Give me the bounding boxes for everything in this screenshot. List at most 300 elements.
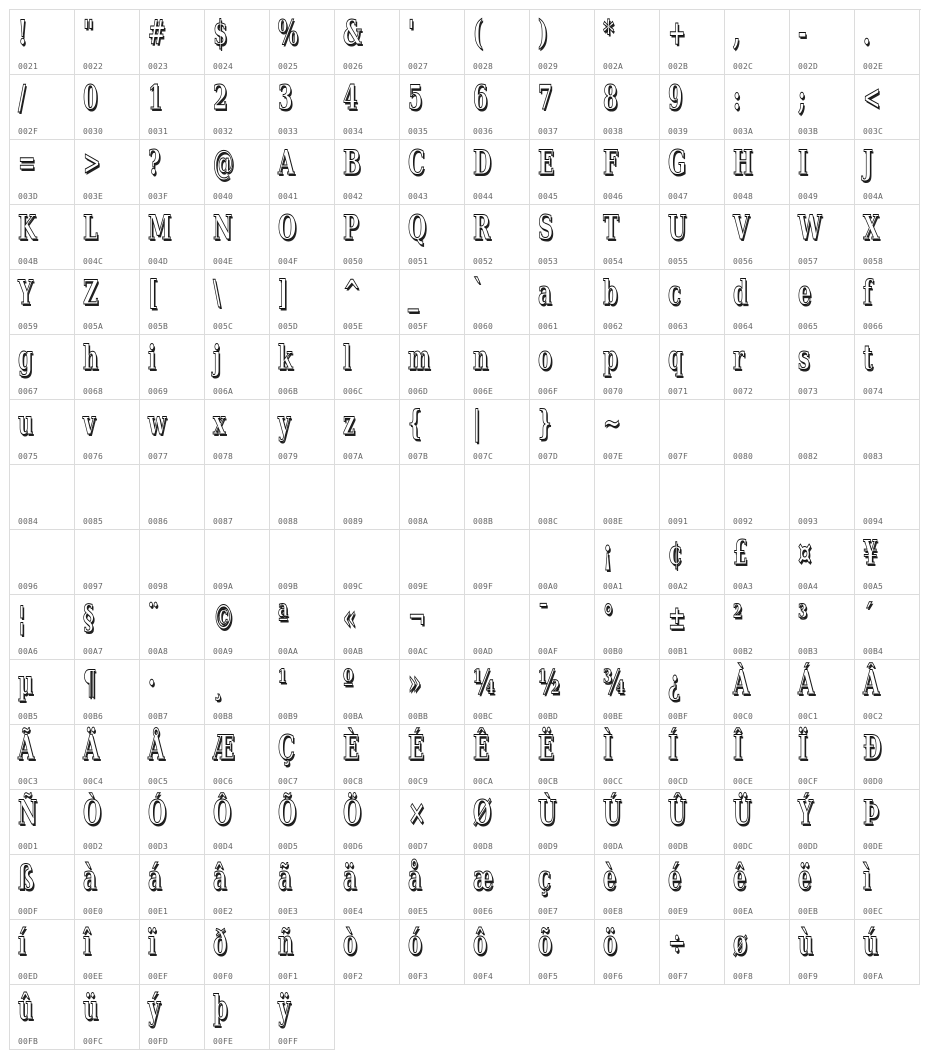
glyph-code: 00D7 [408,842,429,851]
glyph-sample: Ú [603,793,622,833]
glyph-code: 002C [733,62,754,71]
glyph-code: 004C [83,257,104,266]
glyph-cell [270,140,335,205]
glyph-code: 0044 [473,192,494,201]
glyph-cell [595,530,660,595]
glyph-sample: - [798,13,807,53]
glyph-sample: å [408,858,422,898]
glyph-code: 0054 [603,257,624,266]
glyph-sample: 3 [278,78,293,118]
glyph-code: 004E [213,257,234,266]
glyph-sample: Ó [148,793,167,833]
glyph-code: 00D6 [343,842,364,851]
glyph-code: 00FB [18,1037,39,1046]
glyph-sample: a [538,273,552,313]
glyph-cell [530,270,595,335]
glyph-cell [595,855,660,920]
glyph-code: 00CE [733,777,754,786]
glyph-sample: ÿ [278,988,291,1028]
glyph-sample: f [863,273,873,313]
glyph-code: 00E7 [538,907,559,916]
glyph-sample: O [278,208,297,248]
glyph-cell [595,140,660,205]
glyph-code: 005D [278,322,299,331]
glyph-cell [660,855,725,920]
glyph-sample: 5 [408,78,423,118]
glyph-cell [855,920,920,985]
glyph-cell [335,10,400,75]
glyph-cell [660,530,725,595]
glyph-code: 007C [473,452,494,461]
glyph-code: 005C [213,322,234,331]
glyph-code: 00C3 [18,777,39,786]
glyph-cell [270,920,335,985]
glyph-cell [595,595,660,660]
glyph-code: 009A [213,582,234,591]
glyph-code: 00BF [668,712,689,721]
glyph-code: 00F9 [798,972,819,981]
glyph-cell [75,335,140,400]
glyph-sample: Y [18,273,34,313]
glyph-sample: ù [798,923,814,963]
glyph-code: 00EE [83,972,104,981]
glyph-code: 0025 [278,62,299,71]
glyph-cell [660,660,725,725]
glyph-code: 0062 [603,322,624,331]
glyph-code: 00CB [538,777,559,786]
glyph-code: 00EB [798,907,819,916]
glyph-sample: Ï [798,728,808,768]
glyph-code: 00EF [148,972,169,981]
glyph-code: 00B9 [278,712,299,721]
glyph-cell [205,400,270,465]
glyph-cell [465,75,530,140]
glyph-cell [595,10,660,75]
glyph-sample: Ò [83,793,102,833]
glyph-cell [270,75,335,140]
glyph-cell [530,400,595,465]
glyph-code: 0022 [83,62,104,71]
glyph-cell [270,985,335,1050]
glyph-sample: µ [18,663,34,703]
glyph-cell [790,205,855,270]
glyph-cell [595,725,660,790]
glyph-code: 00F1 [278,972,299,981]
glyph-sample: Ä [83,728,100,768]
glyph-code: 00B6 [83,712,104,721]
glyph-cell [530,205,595,270]
glyph-sample: ~ [603,403,621,443]
glyph-code: 00E9 [668,907,689,916]
glyph-code: 0038 [603,127,624,136]
glyph-code: 0084 [18,517,39,526]
glyph-code: 00D3 [148,842,169,851]
glyph-sample: ý [148,988,161,1028]
glyph-sample: ó [408,923,423,963]
glyph-code: 00F5 [538,972,559,981]
glyph-cell [855,855,920,920]
glyph-sample: ( [473,13,483,53]
glyph-code: 004F [278,257,299,266]
glyph-code: 007A [343,452,364,461]
glyph-cell [595,75,660,140]
glyph-sample: º [343,663,354,703]
glyph-cell [10,335,75,400]
glyph-sample: ß [18,858,35,898]
glyph-code: 0085 [83,517,104,526]
glyph-code: 0074 [863,387,884,396]
glyph-sample: ü [83,988,99,1028]
glyph-code: 0059 [18,322,39,331]
glyph-code: 00F6 [603,972,624,981]
glyph-cell [270,855,335,920]
glyph-cell [465,10,530,75]
glyph-sample: À [733,663,750,703]
glyph-cell [660,270,725,335]
glyph-sample: á [148,858,162,898]
glyph-code: 00B2 [733,647,754,656]
glyph-code: 00A5 [863,582,884,591]
glyph-cell [465,595,530,660]
glyph-sample: 4 [343,78,358,118]
glyph-cell [335,530,400,595]
glyph-code: 007B [408,452,429,461]
glyph-code: 00A4 [798,582,819,591]
glyph-sample: * [603,13,615,53]
glyph-sample: Ù [538,793,557,833]
glyph-cell [335,270,400,335]
glyph-sample: 9 [668,78,683,118]
glyph-sample: S [538,208,554,248]
glyph-cell [75,10,140,75]
glyph-code: 00CD [668,777,689,786]
glyph-cell [790,465,855,530]
glyph-code: 0064 [733,322,754,331]
glyph-cell [335,75,400,140]
glyph-code: 00C0 [733,712,754,721]
glyph-cell [140,465,205,530]
glyph-cell [400,855,465,920]
glyph-code: 0076 [83,452,104,461]
glyph-sample: ê [733,858,747,898]
glyph-code: 00CC [603,777,624,786]
glyph-cell [270,725,335,790]
glyph-sample: : [733,78,741,118]
glyph-sample: ¶ [83,663,97,703]
glyph-cell [790,595,855,660]
glyph-sample: h [83,338,99,378]
glyph-cell [10,725,75,790]
glyph-cell [790,530,855,595]
glyph-cell [465,725,530,790]
glyph-code: 00CA [473,777,494,786]
glyph-cell [855,660,920,725]
glyph-cell [335,140,400,205]
glyph-code: 00A9 [213,647,234,656]
glyph-sample: ì [863,858,872,898]
glyph-cell [335,855,400,920]
glyph-code: 00C1 [798,712,819,721]
glyph-sample: Ê [473,728,490,768]
glyph-sample: / [18,78,26,118]
glyph-cell [10,660,75,725]
glyph-sample: M [148,208,172,248]
glyph-code: 006F [538,387,559,396]
glyph-cell [400,270,465,335]
glyph-cell [465,920,530,985]
glyph-cell [725,10,790,75]
glyph-sample: P [343,208,359,248]
glyph-sample: > [83,143,101,183]
glyph-code: 00D2 [83,842,104,851]
glyph-sample: Ç [278,728,295,768]
glyph-cell [75,985,140,1050]
glyph-sample: ø [733,923,748,963]
glyph-sample: G [668,143,687,183]
glyph-sample: ¨ [148,598,159,638]
glyph-code: 0035 [408,127,429,136]
glyph-code: 009B [278,582,299,591]
glyph-code: 007E [603,452,624,461]
glyph-cell [10,920,75,985]
glyph-sample: D [473,143,492,183]
glyph-code: 0039 [668,127,689,136]
glyph-cell [75,595,140,660]
glyph-sample: l [343,338,352,378]
glyph-code: 0069 [148,387,169,396]
glyph-sample: } [538,403,552,443]
glyph-cell [10,595,75,660]
glyph-sample: ¯ [538,598,549,638]
glyph-cell [855,530,920,595]
glyph-cell [140,335,205,400]
glyph-cell [660,140,725,205]
glyph-sample: Î [733,728,743,768]
glyph-sample: 6 [473,78,488,118]
glyph-cell [855,790,920,855]
glyph-cell [400,465,465,530]
glyph-cell [400,335,465,400]
glyph-cell [400,400,465,465]
glyph-cell [595,660,660,725]
glyph-sample: Ã [18,728,35,768]
glyph-code: 006C [343,387,364,396]
glyph-code: 0042 [343,192,364,201]
glyph-code: 0026 [343,62,364,71]
glyph-cell [140,140,205,205]
glyph-sample: j [213,338,221,378]
glyph-code: 00B5 [18,712,39,721]
glyph-sample: | [473,403,481,443]
glyph-cell [270,595,335,660]
glyph-sample: d [733,273,748,313]
glyph-cell [790,725,855,790]
glyph-cell [465,205,530,270]
glyph-code: 003F [148,192,169,201]
glyph-code: 003D [18,192,39,201]
glyph-code: 0032 [213,127,234,136]
glyph-sample: ' [408,13,415,53]
glyph-sample: x [213,403,226,443]
glyph-cell [270,205,335,270]
glyph-sample: ä [343,858,357,898]
glyph-cell [725,725,790,790]
glyph-cell [75,140,140,205]
glyph-sample: U [668,208,687,248]
glyph-sample: £ [733,533,748,573]
glyph-code: 002A [603,62,624,71]
glyph-cell [400,725,465,790]
glyph-cell [400,205,465,270]
glyph-cell [465,465,530,530]
glyph-cell [270,790,335,855]
glyph-sample: m [408,338,431,378]
glyph-sample: , [733,13,741,53]
glyph-code: 0098 [148,582,169,591]
glyph-cell [530,10,595,75]
glyph-cell [75,270,140,335]
glyph-code: 00BD [538,712,559,721]
glyph-sample: Í [668,728,678,768]
glyph-sample: ] [278,273,288,313]
glyph-cell [140,920,205,985]
glyph-cell [595,920,660,985]
glyph-sample: ú [863,923,879,963]
glyph-code: 009F [473,582,494,591]
glyph-sample: z [343,403,355,443]
glyph-code: 009E [408,582,429,591]
glyph-sample: o [538,338,553,378]
glyph-sample: y [278,403,291,443]
glyph-cell [790,140,855,205]
glyph-code: 0089 [343,517,364,526]
glyph-code: 0096 [18,582,39,591]
glyph-code: 00EA [733,907,754,916]
glyph-code: 00B8 [213,712,234,721]
glyph-code: 00AD [473,647,494,656]
glyph-code: 00D5 [278,842,299,851]
glyph-cell [140,270,205,335]
glyph-code: 0046 [603,192,624,201]
glyph-cell [595,400,660,465]
glyph-cell [335,920,400,985]
glyph-sample: ¾ [603,663,625,703]
glyph-code: 0070 [603,387,624,396]
glyph-code: 00AA [278,647,299,656]
glyph-sample: % [278,13,299,53]
glyph-sample: E [538,143,555,183]
glyph-sample: ! [18,13,28,53]
glyph-sample: r [733,338,745,378]
glyph-code: 00FE [213,1037,234,1046]
glyph-sample: ¥ [863,533,878,573]
glyph-cell [75,530,140,595]
glyph-code: 00E6 [473,907,494,916]
glyph-cell [140,400,205,465]
glyph-code: 0053 [538,257,559,266]
glyph-cell [530,790,595,855]
glyph-sample: ÷ [668,923,686,963]
glyph-code: 0072 [733,387,754,396]
glyph-sample: \ [213,273,221,313]
glyph-cell [75,205,140,270]
glyph-code: 0040 [213,192,234,201]
glyph-cell [725,465,790,530]
glyph-cell [530,465,595,530]
glyph-sample: Ô [213,793,232,833]
glyph-grid [9,9,921,1050]
glyph-code: 0063 [668,322,689,331]
glyph-code: 0078 [213,452,234,461]
glyph-code: 002E [863,62,884,71]
glyph-sample: Û [668,793,687,833]
glyph-cell [790,660,855,725]
glyph-code: 0028 [473,62,494,71]
glyph-cell [10,205,75,270]
glyph-cell [530,75,595,140]
glyph-cell [400,530,465,595]
glyph-code: 00DB [668,842,689,851]
glyph-cell [270,270,335,335]
glyph-code: 00F3 [408,972,429,981]
glyph-code: 00C2 [863,712,884,721]
glyph-sample: · [148,663,156,703]
glyph-cell [10,75,75,140]
glyph-sample: ; [798,78,806,118]
glyph-code: 0055 [668,257,689,266]
glyph-cell [725,595,790,660]
glyph-code: 00F8 [733,972,754,981]
glyph-sample: ½ [538,663,560,703]
glyph-cell [790,790,855,855]
glyph-cell [595,790,660,855]
glyph-code: 0086 [148,517,169,526]
glyph-cell [270,530,335,595]
glyph-sample: Ë [538,728,555,768]
glyph-code: 00D1 [18,842,39,851]
glyph-code: 0027 [408,62,429,71]
glyph-sample: k [278,338,293,378]
glyph-sample: ñ [278,923,294,963]
glyph-code: 008B [473,517,494,526]
glyph-cell [725,920,790,985]
glyph-cell [10,985,75,1050]
glyph-sample: í [18,923,27,963]
glyph-cell [335,205,400,270]
glyph-code: 0073 [798,387,819,396]
glyph-sample: C [408,143,425,183]
glyph-code: 00DD [798,842,819,851]
glyph-code: 0093 [798,517,819,526]
glyph-sample: à [83,858,97,898]
glyph-cell [465,790,530,855]
glyph-cell [530,530,595,595]
glyph-code: 00E5 [408,907,429,916]
glyph-cell [725,530,790,595]
glyph-cell [270,465,335,530]
glyph-sample: _ [408,273,419,313]
glyph-cell [335,790,400,855]
glyph-code: 00F7 [668,972,689,981]
glyph-code: 00B3 [798,647,819,656]
glyph-code: 00A1 [603,582,624,591]
glyph-sample: ¬ [408,598,426,638]
glyph-cell [855,465,920,530]
glyph-sample: 1 [148,78,163,118]
glyph-cell [855,595,920,660]
glyph-cell [660,400,725,465]
glyph-code: 0068 [83,387,104,396]
